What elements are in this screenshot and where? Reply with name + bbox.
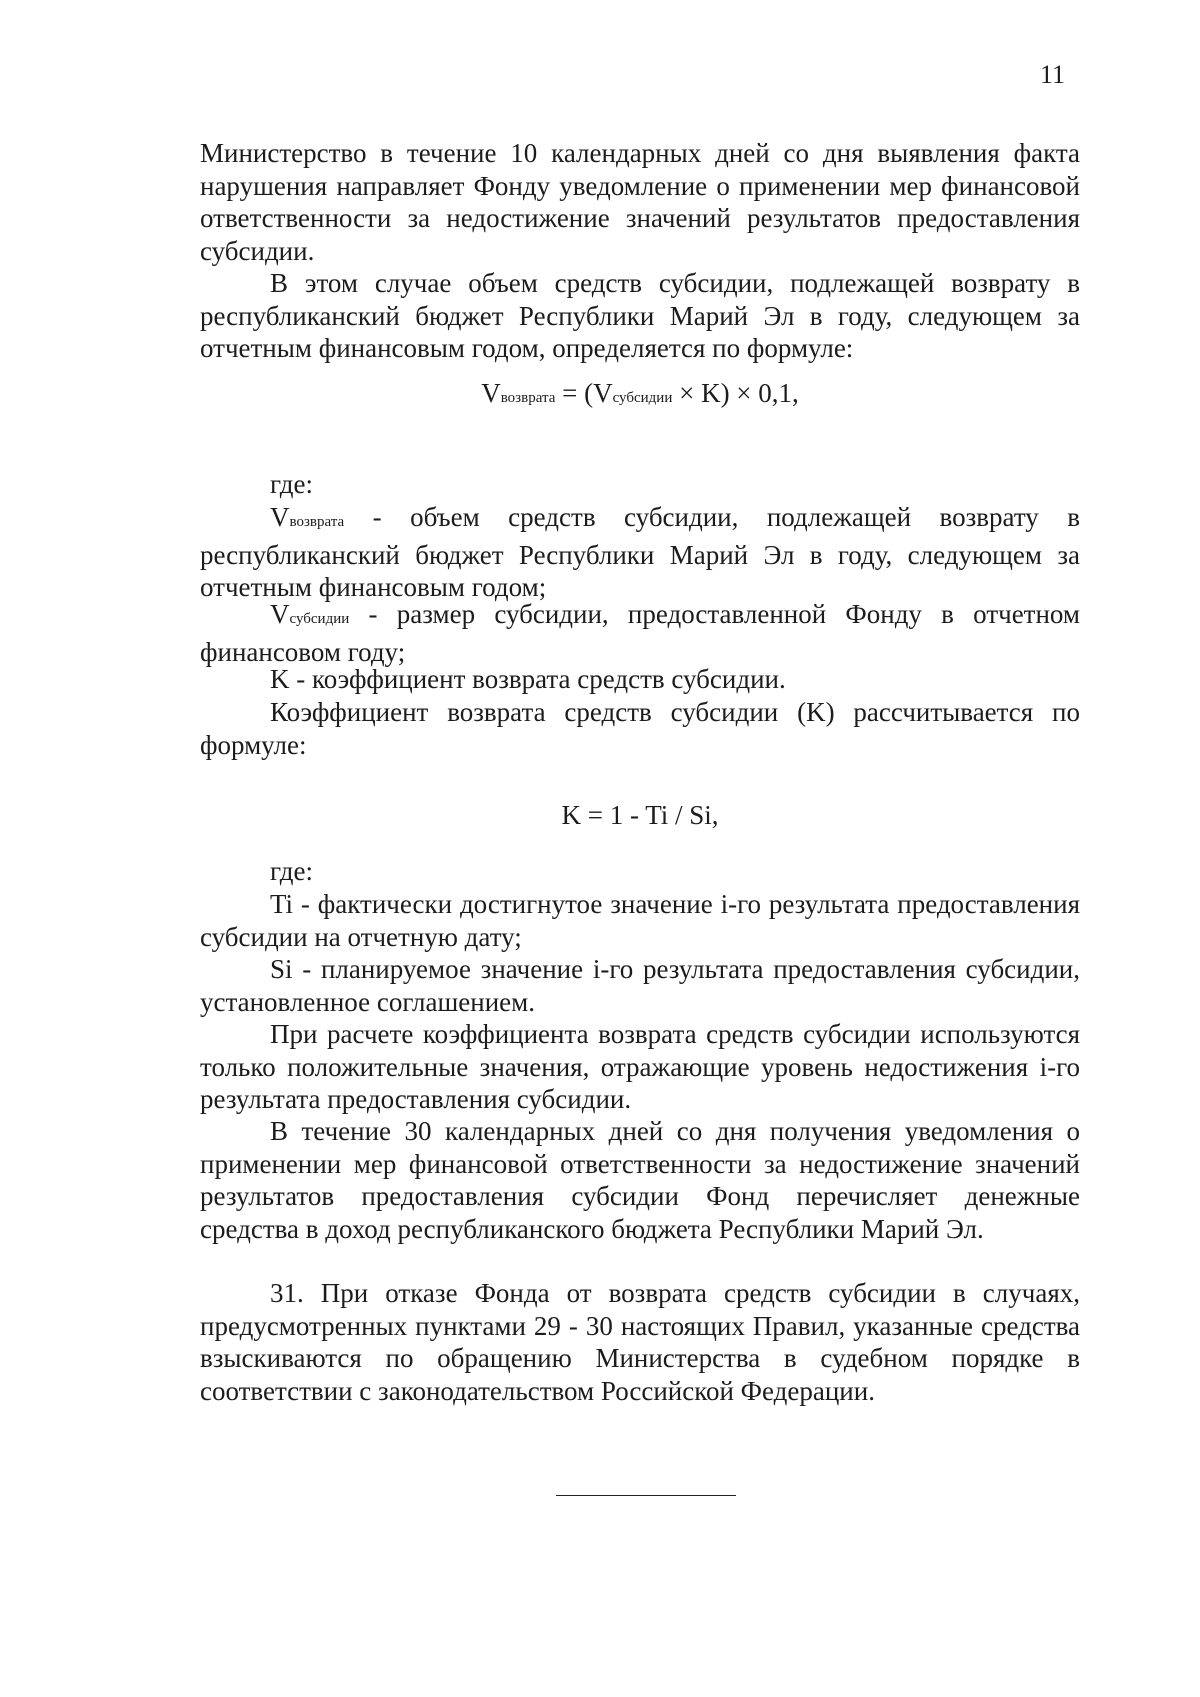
paragraph-coefficient: Коэффициент возврата средств субсидии (K) рассчитывается по формуле: [200,697,1080,760]
paragraph-positive-values: При расчете коэффициента возврата средств субсидии используются только положительные значения, отражающие уровень недостижения i-го результата предоставления субсидии. [200,1019,1080,1114]
paragraph-transfer: В течение 30 календарных дней со дня получения уведомления о применении мер финансовой ответственности за недостижение значений результатов предоставления субсидии Фонд перечисляет денежные средства в доход республиканского бюджета Республики Марий Эл. [200,1116,1080,1244]
formula-tail: × K) × 0,1, [672,378,799,408]
definition-si: Si - планируемое значение i-го результата предоставления субсидии, установленное соглашением. [200,954,1080,1017]
formula-v-subscript-subsidy: субсидии [612,390,673,406]
formula-return-volume [200,378,1080,409]
formula-v-symbol-2: V [593,378,613,408]
where-label-2: где: [270,856,313,886]
formula-v-symbol: V [481,378,501,408]
definition-v-return [200,501,1080,604]
paragraph-return-volume: В этом случае объем средств субсидии, подлежащей возврату в республиканский бюджет Республики Марий Эл в году, следующем за отчетным финансовым годом, определяется по формуле: [200,268,1080,363]
definition-v-text: - объем средств субсидии, подлежащей возврату в республиканский бюджет Республики Марий Эл в году, следующем за отчетным финансовым годом; [200,502,1080,602]
definition-ti: Ti - фактически достигнутое значение i-го результата предоставления субсидии на отчетную дату; [200,889,1080,952]
where-label-1: где: [270,469,313,499]
definition-vs-subscript: субсидии [289,611,350,627]
definition-v-subscript: возврата [289,514,345,530]
formula-equals: = ( [555,378,594,408]
definition-v-subsidy [200,598,1080,668]
end-divider [556,1495,736,1496]
definition-vs-text: - размер субсидии, предоставленной Фонду в отчетном финансовом году; [200,599,1080,667]
formula-coefficient: K = 1 - Ti / Si, [561,800,719,830]
paragraph-item-31: 31. При отказе Фонда от возврата средств субсидии в случаях, предусмотренных пунктами 29 - 30 настоящих Правил, указанные средства взыскиваются по обращению Министерства в судебном порядке в соответствии с законодательством Российской Федерации. [200,1278,1080,1406]
formula-v-subscript-return: возврата [500,390,556,406]
definition-v-symbol: V [270,502,290,532]
definition-k: K - коэффициент возврата средств субсидии. [270,664,786,694]
definition-vs-symbol: V [270,599,290,629]
paragraph-notification: Министерство в течение 10 календарных дней со дня выявления факта нарушения направляет Фонду уведомление о применении мер финансовой ответственности за недостижение значений результатов предоставления субсидии. [200,138,1080,266]
page-number: 11 [1040,60,1066,89]
